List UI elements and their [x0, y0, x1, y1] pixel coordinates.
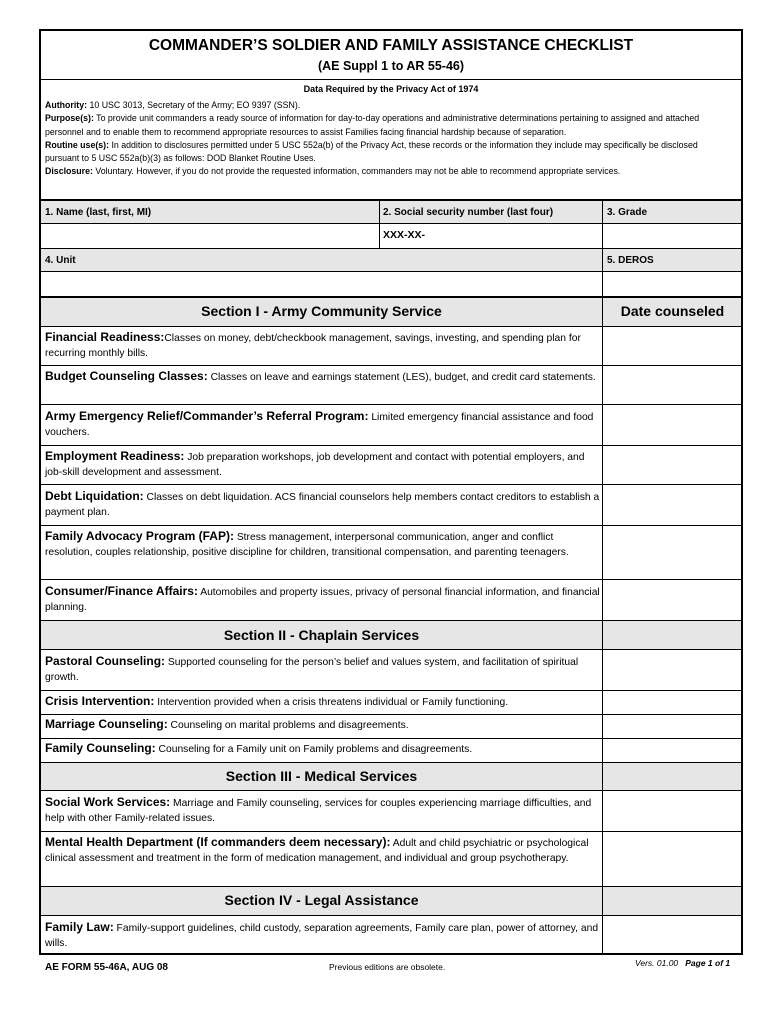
item-heading: Social Work Services:	[45, 795, 171, 809]
date-counseled-field[interactable]	[602, 446, 743, 484]
deros-label: 5. DEROS	[607, 255, 654, 266]
privacy-act-statement	[45, 99, 733, 179]
date-counseled-field[interactable]	[602, 715, 743, 738]
item-heading: Family Law:	[45, 920, 114, 934]
divider	[602, 298, 603, 955]
date-counseled-field[interactable]	[602, 405, 743, 445]
deros-field[interactable]	[603, 272, 743, 295]
grade-field[interactable]	[603, 224, 743, 247]
item-heading: Marriage Counseling:	[45, 717, 168, 731]
version-label: Vers. 01.00	[635, 958, 679, 968]
section-1-title: Section I - Army Community Service	[201, 303, 442, 319]
item-heading: Consumer/Finance Affairs:	[45, 584, 198, 598]
item-heading: Family Advocacy Program (FAP):	[45, 529, 234, 543]
item-heading: Crisis Intervention:	[45, 694, 155, 708]
item-text: Job preparation workshops, job development and contact with potential employers, and job-skill development and assessment.	[45, 452, 585, 478]
list-item	[45, 330, 601, 361]
unit-label: 4. Unit	[45, 255, 76, 266]
date-counseled-field[interactable]	[602, 791, 743, 831]
list-item	[45, 584, 601, 615]
section-4-title: Section IV - Legal Assistance	[224, 892, 419, 908]
item-text: Intervention provided when a crisis threatens individual or Family functioning.	[154, 697, 509, 708]
item-heading: Employment Readiness:	[45, 449, 185, 463]
purpose-text: To provide unit commanders a ready source of information for day-to-day operations and administrative determinations pertaining to assigned and attached personnel and to enable them to recommend appropriate resources to assist Families facing financial hardship because of separation.	[45, 113, 700, 137]
list-item	[45, 489, 601, 520]
item-heading: Financial Readiness:	[45, 330, 165, 344]
item-text: Automobiles and property issues, privacy of personal financial information, and financial planning.	[45, 587, 600, 613]
item-text: Counseling for a Family unit on Family problems and disagreements.	[155, 744, 473, 755]
date-counseled-field[interactable]	[602, 691, 743, 714]
date-counseled-field[interactable]	[602, 526, 743, 579]
routine-use-label: Routine use(s):	[45, 139, 110, 150]
list-item	[45, 654, 601, 685]
purpose-label: Purpose(s):	[45, 113, 94, 124]
list-item	[45, 795, 601, 826]
item-text: Classes on leave and earnings statement (LES), budget, and credit card statements.	[207, 372, 596, 383]
item-heading: Pastoral Counseling:	[45, 654, 166, 668]
list-item	[45, 529, 601, 560]
checklist-form	[39, 29, 743, 955]
page-number: Page 1 of 1	[685, 958, 731, 968]
date-counseled-field[interactable]	[602, 580, 743, 620]
unit-field[interactable]	[42, 272, 601, 295]
item-heading: Mental Health Department (If commanders deem necessary):	[45, 835, 391, 849]
item-text: Limited emergency financial assistance and food vouchers.	[45, 412, 594, 438]
item-text: Family-support guidelines, child custody, separation agreements, Family care plan, power of attorney, and wills.	[45, 923, 599, 949]
version-page-info	[635, 958, 730, 968]
list-item	[45, 920, 601, 951]
date-counseled-field[interactable]	[602, 650, 743, 690]
routine-use-text: In addition to disclosures permitted under 5 USC 552a(b) of the Privacy Act, these records or the information they include may specifically be disclosed pursuant to 5 USC 552a(b)(3) as follows: DOD Blanket Routine Uses.	[45, 139, 698, 164]
item-text: Counseling on marital problems and disagreements.	[167, 720, 409, 731]
divider	[379, 201, 380, 249]
form-title: COMMANDER’S SOLDIER AND FAMILY ASSISTANCE CHECKLIST	[148, 37, 634, 54]
ssn-label: 2. Social security number (last four)	[383, 207, 554, 218]
date-counseled-field[interactable]	[602, 485, 743, 525]
item-text: Classes on debt liquidation. ACS financial counselors help members contact creditors to establish a payment plan.	[45, 492, 600, 518]
item-heading: Debt Liquidation:	[45, 489, 144, 503]
privacy-act-heading: Data Required by the Privacy Act of 1974	[303, 84, 479, 94]
name-label: 1. Name (last, first, MI)	[45, 207, 152, 218]
item-text: Adult and child psychiatric or psychological clinical assessment and treatment in the form of medication management, and individual and group psychotherapy.	[45, 838, 589, 864]
date-counseled-field[interactable]	[602, 916, 743, 955]
authority-text: 10 USC 3013, Secretary of the Army; EO 9397 (SSN).	[87, 100, 301, 110]
divider	[41, 79, 741, 80]
item-text: Classes on money, debt/checkbook management, savings, investing, and spending plan for recurring monthly bills.	[45, 333, 581, 359]
list-item	[45, 449, 601, 480]
item-text: Stress management, interpersonal communication, anger and conflict resolution, couples relationship, positive discipline for children, transitional compensation, and parenting teenagers.	[45, 532, 569, 558]
date-counseled-field[interactable]	[602, 366, 743, 404]
list-item	[45, 369, 601, 385]
list-item	[45, 835, 601, 866]
name-field[interactable]	[42, 224, 378, 247]
disclosure-label: Disclosure:	[45, 166, 93, 177]
obsolete-notice: Previous editions are obsolete.	[329, 962, 446, 972]
disclosure-text: Voluntary. However, if you do not provide the requested information, commanders may not be able to recommend appropriate services.	[92, 166, 621, 177]
form-number: AE FORM 55-46A, AUG 08	[45, 962, 168, 973]
date-counseled-label: Date counseled	[620, 303, 725, 319]
item-text: Supported counseling for the person’s belief and values system, and facilitation of spiritual growth.	[45, 657, 579, 683]
list-item	[45, 409, 601, 440]
date-counseled-field[interactable]	[602, 327, 743, 365]
section-3-title: Section III - Medical Services	[225, 768, 418, 784]
list-item	[45, 741, 601, 757]
item-heading: Budget Counseling Classes:	[45, 369, 208, 383]
form-subtitle: (AE Suppl 1 to AR 55-46)	[317, 59, 465, 73]
authority-label: Authority:	[45, 100, 88, 110]
list-item	[45, 694, 601, 710]
ssn-field[interactable]	[431, 224, 601, 247]
item-heading: Army Emergency Relief/Commander’s Referral Program:	[45, 409, 369, 423]
ssn-prefix: XXX-XX-	[383, 229, 426, 241]
item-heading: Family Counseling:	[45, 741, 156, 755]
item-text: Marriage and Family counseling, services for couples experiencing marriage difficulties, and help with other Family-related issues.	[45, 798, 592, 824]
date-counseled-field[interactable]	[602, 832, 743, 886]
list-item	[45, 717, 601, 733]
grade-label: 3. Grade	[607, 207, 648, 218]
section-2-title: Section II - Chaplain Services	[223, 627, 420, 643]
date-counseled-field[interactable]	[602, 739, 743, 762]
